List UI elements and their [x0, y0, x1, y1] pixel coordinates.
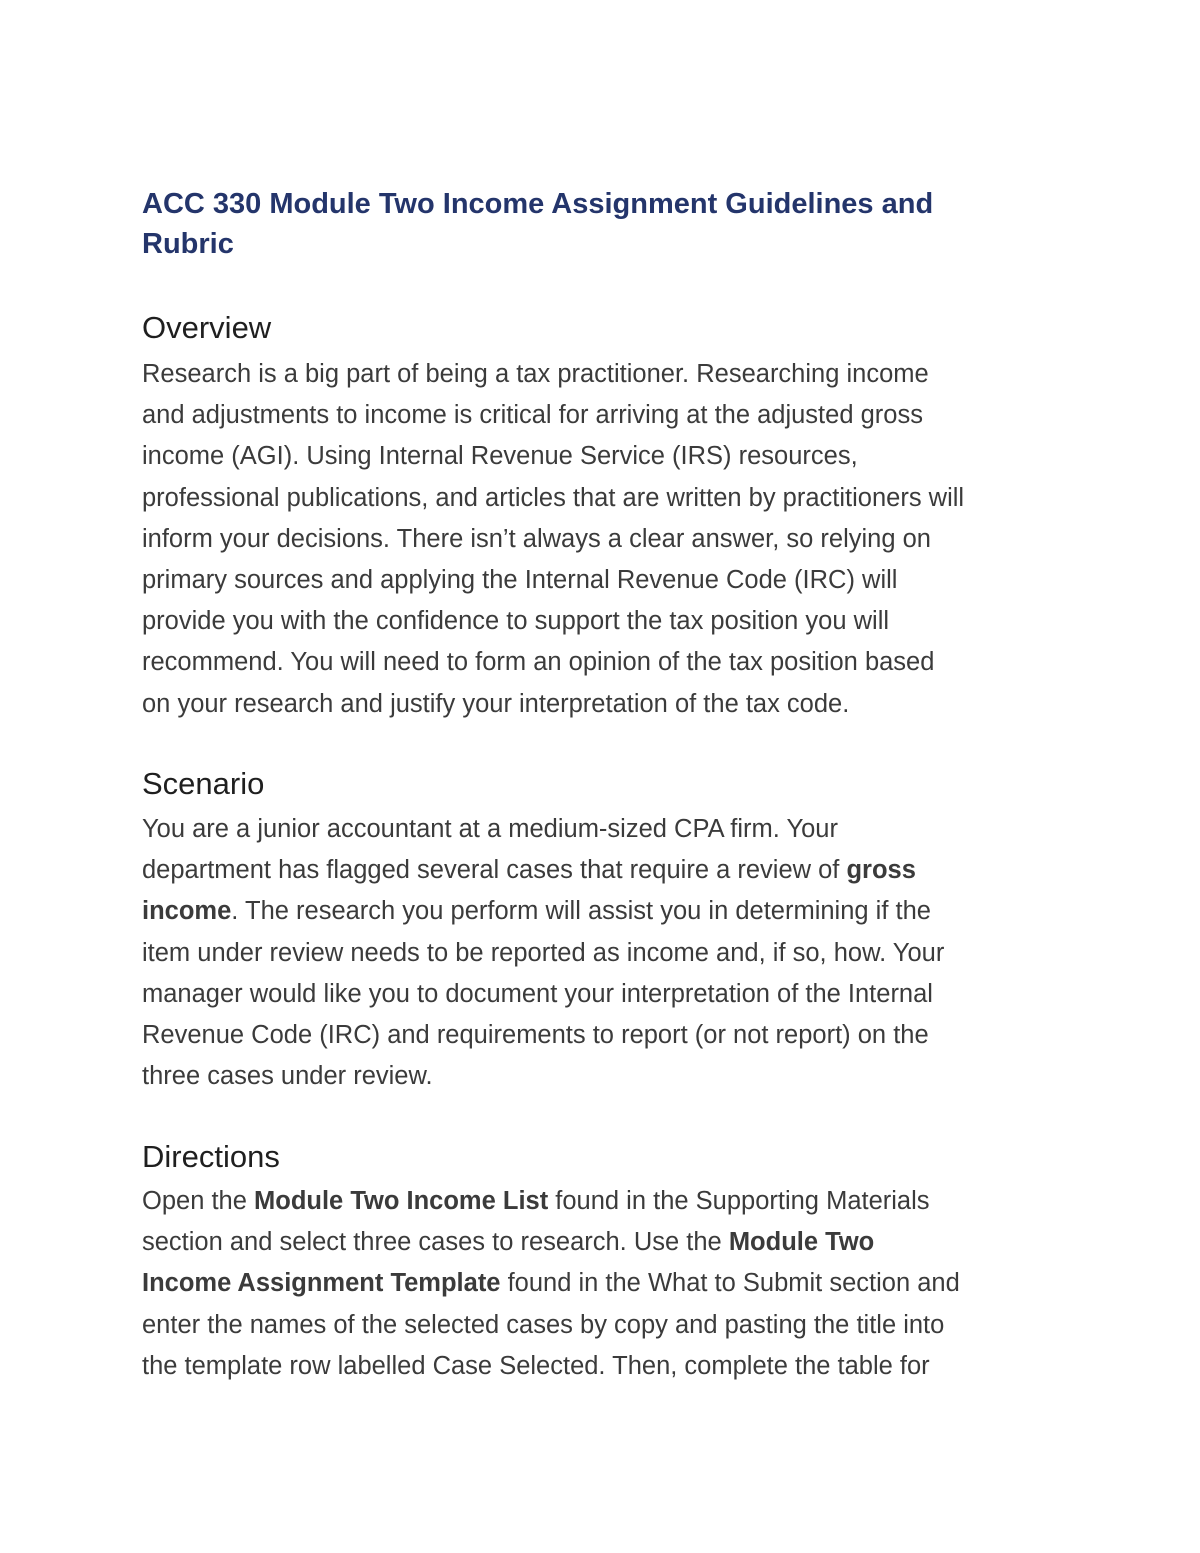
scenario-paragraph [142, 809, 1072, 1097]
directions-text: found in the Supporting Materials [548, 1187, 930, 1215]
overview-heading: Overview [142, 310, 272, 345]
directions-line [142, 1263, 1072, 1304]
overview-line: income (AGI). Using Internal Revenue Service (IRS) resources, [142, 442, 858, 471]
scenario-text: . The research you perform will assist you in determining if the [231, 897, 931, 926]
directions-bold-term: Income Assignment Template [142, 1269, 501, 1298]
overview-line: inform your decisions. There isn’t always a clear answer, so relying on [142, 524, 931, 553]
scenario-line: manager would like you to document your interpretation of the Internal [142, 979, 933, 1008]
directions-text: Open the [142, 1187, 254, 1215]
overview-line: Research is a big part of being a tax practitioner. Researching income [142, 360, 929, 388]
document-title-line: ACC 330 Module Two Income Assignment Guidelines and [142, 188, 934, 220]
scenario-heading: Scenario [142, 766, 265, 801]
scenario-line [142, 891, 1072, 932]
scenario-line: Revenue Code (IRC) and requirements to report (or not report) on the [142, 1021, 929, 1050]
scenario-line [142, 850, 1072, 891]
scenario-bold-term: gross [846, 856, 916, 885]
overview-line: professional publications, and articles that are written by practitioners will [142, 483, 965, 512]
directions-text: section and select three cases to research. Use the [142, 1228, 729, 1257]
directions-paragraph [142, 1181, 1072, 1387]
overview-line: primary sources and applying the Internal Revenue Code (IRC) will [142, 566, 898, 595]
document-title [142, 184, 1042, 264]
scenario-bold-term: income [142, 897, 232, 926]
scenario-line: three cases under review. [142, 1062, 433, 1091]
directions-bold-term: Module Two [728, 1228, 875, 1257]
directions-heading: Directions [142, 1139, 280, 1174]
scenario-text: department has flagged several cases that require a review of [142, 856, 847, 885]
directions-line: the template row labelled Case Selected. Then, complete the table for [142, 1351, 930, 1380]
directions-line [142, 1181, 1072, 1222]
overview-line: provide you with the confidence to support the tax position you will [142, 607, 890, 636]
overview-line: recommend. You will need to form an opinion of the tax position based [142, 648, 935, 677]
scenario-line: item under review needs to be reported as income and, if so, how. Your [142, 938, 945, 967]
document-title-line: Rubric [142, 228, 234, 260]
scenario-line: You are a junior accountant at a medium-sized CPA firm. Your [142, 815, 838, 843]
overview-line: on your research and justify your interpretation of the tax code. [142, 689, 850, 718]
directions-text: found in the What to Submit section and [500, 1269, 960, 1298]
directions-line: enter the names of the selected cases by copy and pasting the title into [142, 1310, 945, 1339]
overview-paragraph [142, 354, 1072, 725]
overview-line: and adjustments to income is critical for arriving at the adjusted gross [142, 401, 923, 430]
directions-line [142, 1222, 1072, 1263]
directions-bold-term: Module Two Income List [254, 1187, 549, 1215]
